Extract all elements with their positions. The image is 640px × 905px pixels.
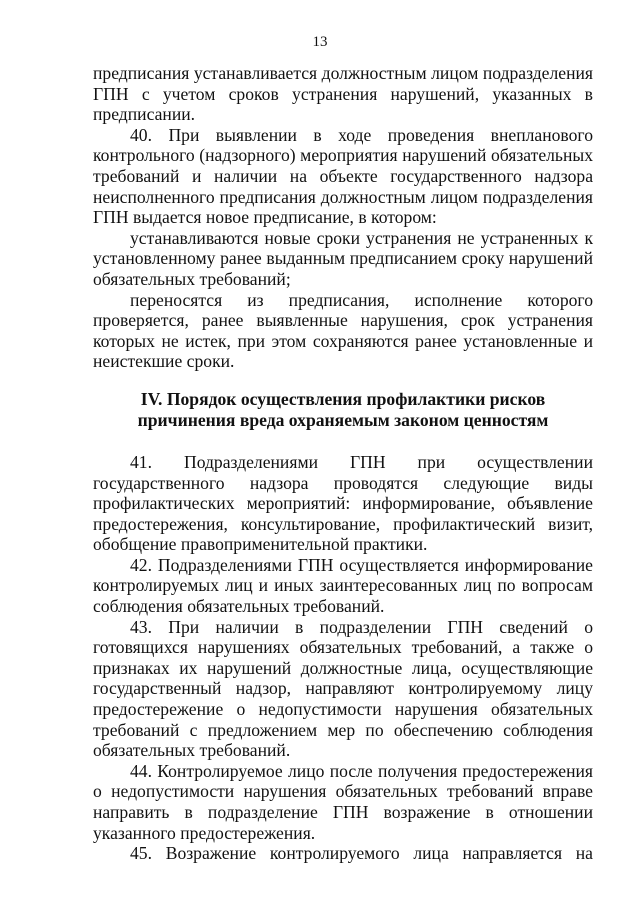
paragraph-42: 42. Подразделениями ГПН осуществляется информирование контролируемых лиц и иных заинтересованных лиц по вопросам соблюдения обязательных требований. <box>93 554 593 617</box>
paragraph-41: 41. Подразделениями ГПН при осуществлении государственного надзора проводятся следующие виды профилактических мероприятий: информирование, объявление предостережения, консультирование, профилактический визит, обобщение правоприменительной практики. <box>93 451 593 555</box>
paragraph-45: 45. Возражение контролируемого лица направляется на <box>130 843 593 864</box>
paragraph-43: 43. При наличии в подразделении ГПН сведений о готовящихся нарушениях обязательных требований, а также о признаках их нарушений должностные лица, осуществляющие государственный надзор, направляют контролируемому лицу предостережение о недопустимости нарушения обязательных требований с предложением мер по обеспечению соблюдения обязательных требований. <box>93 616 593 761</box>
paragraph-44: 44. Контролируемое лицо после получения предостережения о недопустимости нарушения обязательных требований вправе направить в подразделение ГПН возражение в отношении указанного предостережения. <box>93 760 593 843</box>
paragraph-40-item-1: устанавливаются новые сроки устранения не устраненных к установленному ранее выданным предписанием сроку нарушений обязательных требований; <box>93 227 593 289</box>
paragraph-continuation: предписания устанавливается должностным лицом подразделения ГПН с учетом сроков устранения нарушений, указанных в предписании. <box>93 63 593 125</box>
page-number: 13 <box>312 34 328 50</box>
section-heading <box>93 389 593 431</box>
paragraph-40: 40. При выявлении в ходе проведения внепланового контрольного (надзорного) мероприятия нарушений обязательных требований и наличии на объекте государственного надзора неисполненного предписания должностным лицом подразделения ГПН выдается новое предписание, в котором: <box>93 124 593 228</box>
paragraph-40-item-2: переносятся из предписания, исполнение которого проверяется, ранее выявленные нарушения, срок устранения которых не истек, при этом сохраняются ранее установленные и неистекшие сроки. <box>93 289 593 372</box>
section-title-line-1: IV. Порядок осуществления профилактики рисков <box>140 388 546 409</box>
section-title-line-2: причинения вреда охраняемым законом ценностям <box>137 409 549 430</box>
document-body <box>93 63 593 864</box>
